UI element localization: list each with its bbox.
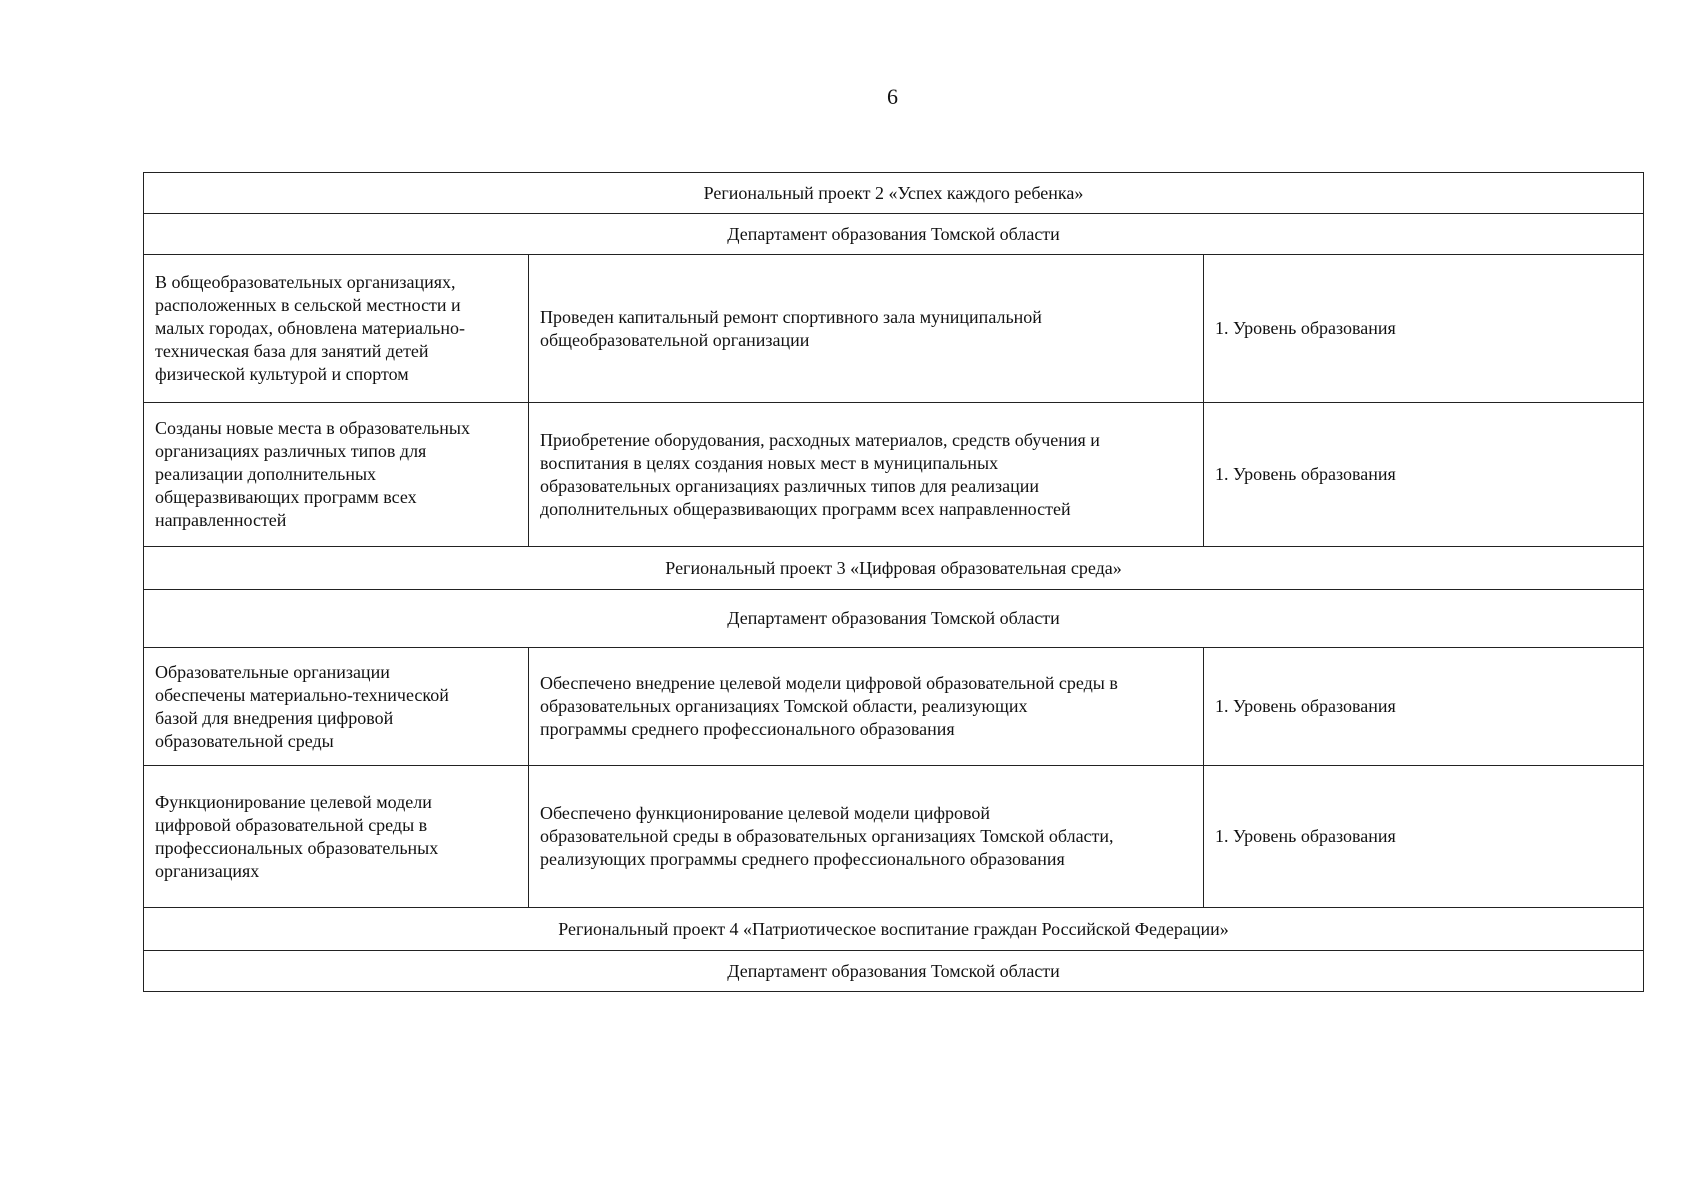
department-title: Департамент образования Томской области: [144, 590, 1644, 648]
measure-cell: [529, 403, 1204, 547]
measure-cell: [529, 766, 1204, 908]
result-cell: [144, 403, 529, 547]
indicator-cell: [1204, 766, 1644, 908]
measure-cell: [529, 255, 1204, 403]
measure-text: Обеспечено функционирование целевой модели цифровой образовательной среды в образовательных организациях Томской области, реализующих программы среднего профессионального образования: [540, 803, 1114, 869]
department-title: Департамент образования Томской области: [144, 951, 1644, 992]
result-text: В общеобразовательных организациях, расположенных в сельской местности и малых городах, обновлена материально- техническая база для занятий детей физической культурой и спортом: [155, 272, 465, 384]
project-title: Региональный проект 3 «Цифровая образовательная среда»: [144, 547, 1644, 590]
indicator-cell: [1204, 255, 1644, 403]
table-row: [144, 255, 1644, 403]
measure-text: Обеспечено внедрение целевой модели цифровой образовательной среды в образовательных организациях Томской области, реализующих программы среднего профессионального образования: [540, 673, 1118, 739]
result-cell: [144, 648, 529, 766]
indicator-cell: [1204, 648, 1644, 766]
result-text: Образовательные организации обеспечены материально-технической базой для внедрения цифровой образовательной среды: [155, 661, 449, 751]
indicator-text: 1. Уровень образования: [1215, 826, 1396, 846]
department-row: [144, 590, 1644, 648]
indicator-cell: [1204, 403, 1644, 547]
page-number: 6: [887, 84, 898, 109]
measure-text: Проведен капитальный ремонт спортивного зала муниципальной общеобразовательной организации: [540, 306, 1042, 350]
project-title: Региональный проект 2 «Успех каждого ребенка»: [144, 173, 1644, 214]
measure-text: Приобретение оборудования, расходных материалов, средств обучения и воспитания в целях создания новых мест в муниципальных образовательных организациях различных типов для реализации дополнительных общеразвивающих программ всех направленностей: [540, 429, 1100, 519]
indicator-text: 1. Уровень образования: [1215, 464, 1396, 484]
project-row: [144, 547, 1644, 590]
table-row: [144, 766, 1644, 908]
result-text: Функционирование целевой модели цифровой образовательной среды в профессиональных образовательных организациях: [155, 791, 439, 881]
table-row: [144, 403, 1644, 547]
project-row: [144, 908, 1644, 951]
project-title: Региональный проект 4 «Патриотическое воспитание граждан Российской Федерации»: [144, 908, 1644, 951]
result-text: Созданы новые места в образовательных организациях различных типов для реализации дополнительных общеразвивающих программ всех направленностей: [155, 418, 470, 530]
table-row: [144, 648, 1644, 766]
department-title: Департамент образования Томской области: [144, 214, 1644, 255]
indicator-text: 1. Уровень образования: [1215, 318, 1396, 338]
project-row: [144, 173, 1644, 214]
department-row: [144, 214, 1644, 255]
department-row: [144, 951, 1644, 992]
indicator-text: 1. Уровень образования: [1215, 696, 1396, 716]
result-cell: [144, 255, 529, 403]
measures-table: [143, 172, 1644, 992]
measure-cell: [529, 648, 1204, 766]
result-cell: [144, 766, 529, 908]
